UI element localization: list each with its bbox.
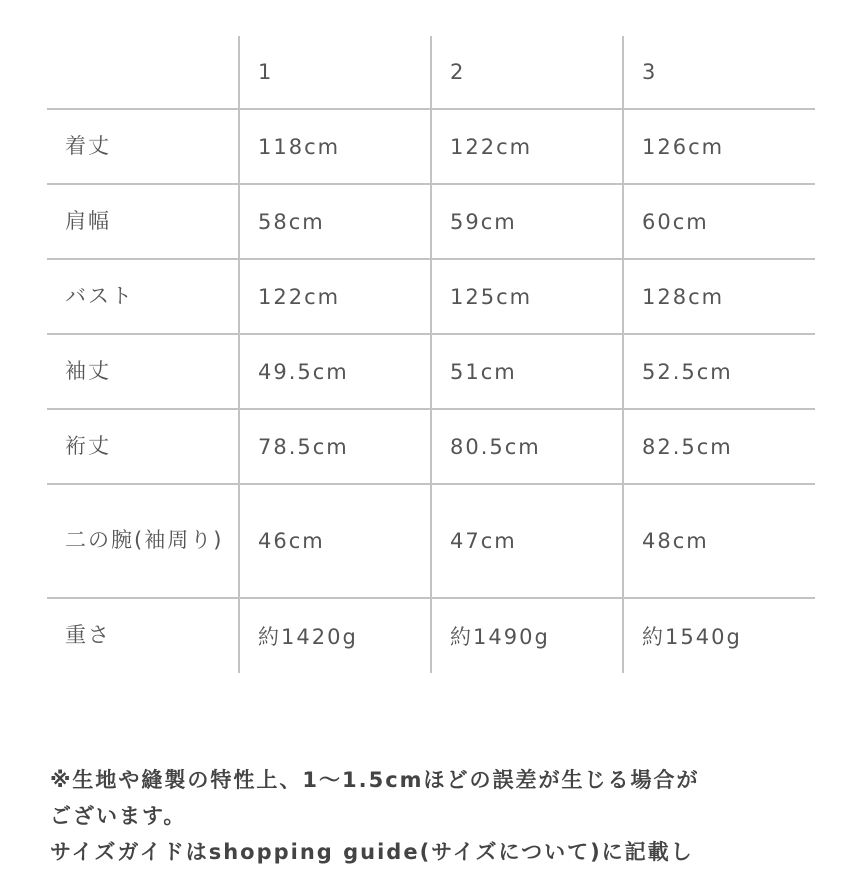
table-cell: 122cm <box>431 109 623 184</box>
header-cell: 2 <box>431 36 623 109</box>
row-label: 裄丈 <box>47 409 239 484</box>
notes <box>50 762 840 870</box>
row-label: 袖丈 <box>47 334 239 409</box>
table-cell: 125cm <box>431 259 623 334</box>
table-cell: 47cm <box>431 484 623 598</box>
table-cell: 51cm <box>431 334 623 409</box>
note-line: サイズガイドはshopping guide(サイズについて)に記載し <box>50 840 694 864</box>
table-row <box>47 409 815 484</box>
table-cell: 126cm <box>623 109 815 184</box>
table-header-row <box>47 36 815 109</box>
table-cell: 約1540g <box>623 598 815 673</box>
table-cell: 122cm <box>239 259 431 334</box>
size-table <box>47 36 815 673</box>
row-label: 肩幅 <box>47 184 239 259</box>
header-cell: 1 <box>239 36 431 109</box>
note-line: ※生地や縫製の特性上、1〜1.5cmほどの誤差が生じる場合が <box>50 768 700 792</box>
header-cell: 3 <box>623 36 815 109</box>
table-cell: 48cm <box>623 484 815 598</box>
table-cell: 49.5cm <box>239 334 431 409</box>
table-row <box>47 484 815 598</box>
row-label: 二の腕(袖周り) <box>47 484 239 598</box>
table-cell: 約1490g <box>431 598 623 673</box>
table-cell: 59cm <box>431 184 623 259</box>
table-cell: 128cm <box>623 259 815 334</box>
table-row <box>47 598 815 673</box>
table-cell: 46cm <box>239 484 431 598</box>
table-row <box>47 109 815 184</box>
table-cell: 52.5cm <box>623 334 815 409</box>
header-cell <box>47 36 239 109</box>
table-cell: 118cm <box>239 109 431 184</box>
table-row <box>47 184 815 259</box>
table-cell: 約1420g <box>239 598 431 673</box>
table-cell: 78.5cm <box>239 409 431 484</box>
table-cell: 80.5cm <box>431 409 623 484</box>
table-row <box>47 334 815 409</box>
row-label: 重さ <box>65 623 111 648</box>
table-cell: 82.5cm <box>623 409 815 484</box>
table-cell: 60cm <box>623 184 815 259</box>
row-label: 着丈 <box>47 109 239 184</box>
table-cell: 58cm <box>239 184 431 259</box>
table-row <box>47 259 815 334</box>
row-label: バスト <box>47 259 239 334</box>
note-line: ございます。 <box>50 804 187 828</box>
